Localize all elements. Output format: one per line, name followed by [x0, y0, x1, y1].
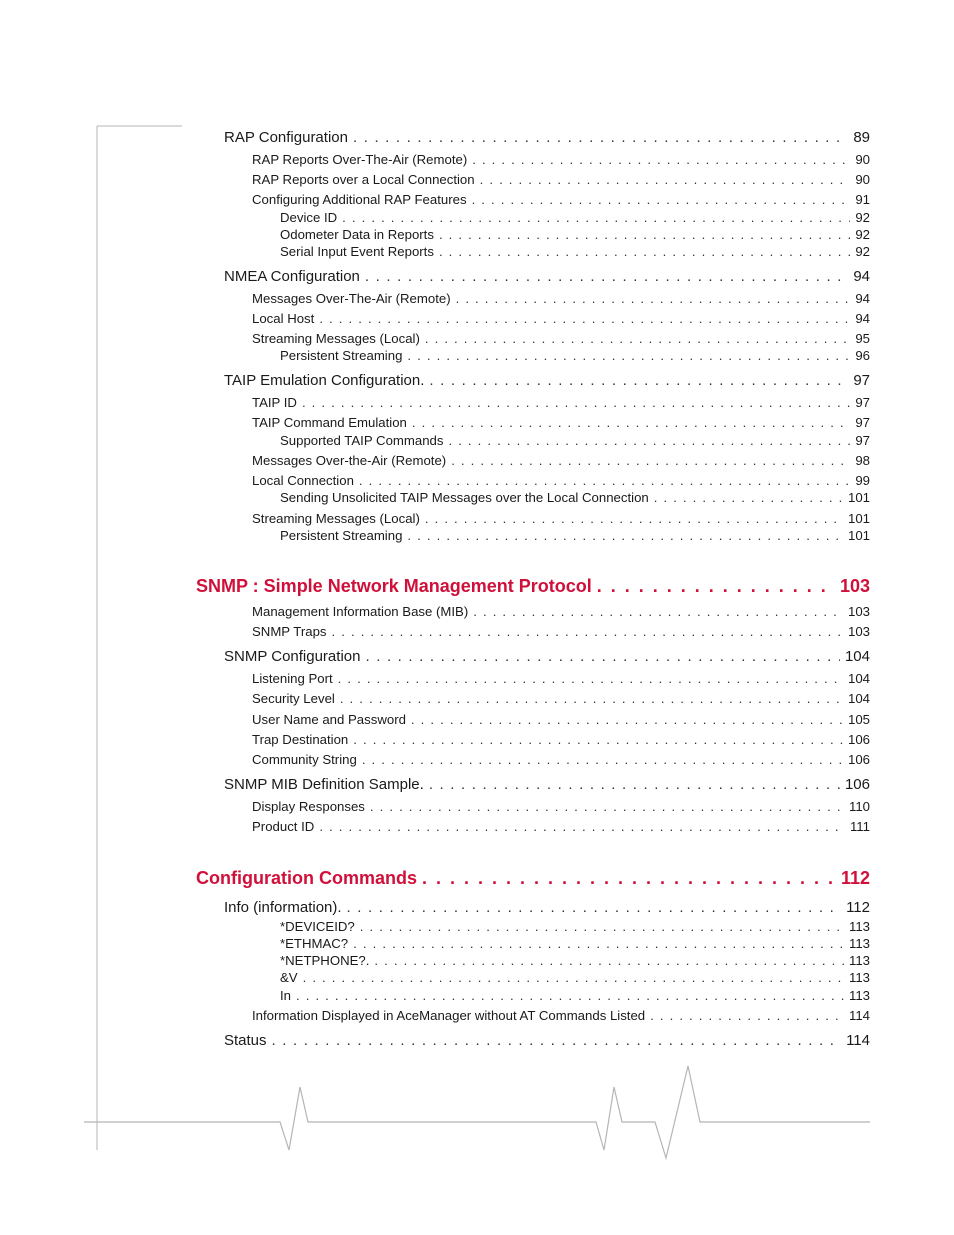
toc-leader-dots	[411, 712, 843, 727]
toc-entry-page-number: 101	[847, 489, 870, 505]
toc-entry-title: Persistent Streaming	[280, 527, 403, 543]
toc-entry[interactable]	[224, 268, 870, 285]
toc-entry-page-number: 90	[855, 171, 870, 187]
toc-entry-title: &V	[280, 969, 298, 985]
toc-entry[interactable]	[252, 819, 870, 834]
toc-entry-page-number: 106	[847, 751, 870, 767]
toc-chapter-entry[interactable]	[196, 868, 870, 889]
toc-entry[interactable]	[252, 152, 870, 167]
toc-entry[interactable]	[224, 129, 870, 146]
toc-leader-dots	[353, 936, 844, 951]
toc-entry-title: RAP Configuration	[224, 129, 348, 147]
toc-leader-dots	[360, 919, 844, 934]
toc-leader-dots	[302, 395, 850, 410]
toc-leader-dots	[407, 348, 850, 363]
toc-entry-page-number: 94	[853, 268, 870, 286]
toc-entry[interactable]	[280, 528, 870, 543]
toc-entry-page-number: 112	[846, 899, 870, 917]
toc-entry-page-number: 97	[855, 414, 870, 430]
toc-leader-dots	[353, 129, 848, 146]
toc-entry-title: RAP Reports Over-The-Air (Remote)	[252, 151, 468, 167]
toc-entry-title: In	[280, 987, 291, 1003]
toc-entry-page-number: 90	[855, 151, 870, 167]
toc-entry-title: Device ID	[280, 209, 338, 225]
toc-leader-dots	[439, 227, 850, 242]
toc-entry[interactable]	[280, 227, 870, 242]
toc-leader-dots	[412, 415, 850, 430]
toc-entry[interactable]	[252, 453, 870, 468]
toc-entry[interactable]	[224, 776, 870, 793]
toc-entry-title: TAIP Command Emulation	[252, 414, 407, 430]
toc-entry-title: Messages Over-the-Air (Remote)	[252, 452, 447, 468]
toc-entry[interactable]	[280, 490, 870, 505]
toc-entry-page-number: 106	[847, 731, 870, 747]
toc-entry-page-number: 92	[855, 243, 870, 259]
toc-entry-page-number: 104	[847, 670, 870, 686]
toc-entry[interactable]	[252, 395, 870, 410]
toc-entry-page-number: 94	[855, 290, 870, 306]
toc-leader-dots	[365, 268, 848, 285]
toc-entry-title: Community String	[252, 751, 357, 767]
toc-leader-dots	[472, 152, 850, 167]
toc-entry-page-number: 97	[855, 394, 870, 410]
toc-leader-dots	[407, 528, 843, 543]
toc-entry-title: NMEA Configuration	[224, 268, 360, 286]
toc-entry-page-number: 104	[844, 648, 870, 666]
toc-entry-page-number: 113	[848, 952, 870, 968]
toc-entry-page-number: 95	[855, 330, 870, 346]
toc-entry-page-number: 92	[855, 226, 870, 242]
toc-entry-page-number: 96	[855, 347, 870, 363]
toc-entry[interactable]	[224, 1032, 870, 1049]
toc-entry-title: Odometer Data in Reports	[280, 226, 434, 242]
toc-entry-title: Persistent Streaming	[280, 347, 403, 363]
toc-entry[interactable]	[280, 919, 870, 934]
toc-entry[interactable]	[252, 799, 870, 814]
toc-entry-title: Configuring Additional RAP Features	[252, 191, 467, 207]
toc-leader-dots	[362, 752, 843, 767]
toc-entry-title: Display Responses	[252, 798, 365, 814]
toc-entry[interactable]	[252, 511, 870, 526]
toc-leader-dots	[597, 576, 835, 597]
toc-entry-title: Management Information Base (MIB)	[252, 603, 469, 619]
toc-leader-dots	[359, 473, 850, 488]
toc-leader-dots	[347, 899, 842, 916]
toc-entry-page-number: 113	[848, 987, 870, 1003]
toc-leader-dots	[340, 691, 843, 706]
toc-entry-title: *DEVICEID?	[280, 918, 355, 934]
toc-entry-title: Status	[224, 1032, 267, 1050]
toc-leader-dots	[332, 624, 843, 639]
toc-entry-title: User Name and Password	[252, 711, 406, 727]
toc-entry[interactable]	[280, 244, 870, 259]
toc-entry[interactable]	[252, 691, 870, 706]
toc-entry[interactable]	[252, 331, 870, 346]
toc-entry-title: *ETHMAC?	[280, 935, 349, 951]
toc-leader-dots	[448, 433, 850, 448]
toc-entry-title: TAIP Emulation Configuration.	[224, 372, 425, 390]
toc-leader-dots	[439, 244, 850, 259]
toc-entry-title: Streaming Messages (Local)	[252, 330, 420, 346]
toc-entry-page-number: 104	[847, 690, 870, 706]
toc-entry-page-number: 91	[855, 191, 870, 207]
toc-entry[interactable]	[280, 348, 870, 363]
toc-leader-dots	[296, 988, 844, 1003]
toc-entry[interactable]	[280, 970, 870, 985]
toc-leader-dots	[425, 511, 843, 526]
toc-entry-title: SNMP : Simple Network Management Protocol	[196, 576, 592, 597]
toc-entry[interactable]	[280, 988, 870, 1003]
toc-leader-dots	[451, 453, 850, 468]
toc-leader-dots	[370, 799, 844, 814]
toc-entry[interactable]	[280, 210, 870, 225]
toc-leader-dots	[272, 1032, 842, 1049]
toc-entry[interactable]	[252, 291, 870, 306]
toc-leader-dots	[425, 331, 850, 346]
toc-leader-dots	[319, 819, 845, 834]
toc-entry-page-number: 114	[846, 1032, 870, 1050]
toc-leader-dots	[650, 1008, 844, 1023]
toc-entry-page-number: 113	[848, 935, 870, 951]
toc-entry-title: SNMP MIB Definition Sample.	[224, 776, 424, 794]
toc-entry-title: Trap Destination	[252, 731, 349, 747]
toc-leader-dots	[472, 192, 851, 207]
toc-entry-page-number: 113	[848, 918, 870, 934]
toc-entry-title: Info (information).	[224, 899, 342, 917]
toc-entry-title: *NETPHONE?.	[280, 952, 370, 968]
toc-leader-dots	[422, 868, 836, 889]
toc-leader-dots	[429, 372, 848, 389]
toc-entry[interactable]	[252, 473, 870, 488]
toc-entry-title: SNMP Traps	[252, 623, 327, 639]
toc-entry[interactable]	[252, 712, 870, 727]
toc-leader-dots	[429, 776, 840, 793]
toc-entry[interactable]	[252, 311, 870, 326]
toc-leader-dots	[374, 953, 844, 968]
toc-leader-dots	[342, 210, 850, 225]
toc-leader-dots	[353, 732, 843, 747]
toc-entry[interactable]	[224, 648, 870, 665]
toc-entry[interactable]	[252, 415, 870, 430]
toc-entry-title: Configuration Commands	[196, 868, 417, 889]
toc-entry-title: Supported TAIP Commands	[280, 432, 444, 448]
toc-chapter-entry[interactable]	[196, 576, 870, 597]
toc-entry-page-number: 111	[849, 818, 870, 834]
toc-entry[interactable]	[252, 752, 870, 767]
toc-leader-dots	[365, 648, 840, 665]
toc-entry-title: Information Displayed in AceManager without AT Commands Listed	[252, 1007, 646, 1023]
toc-entry[interactable]	[280, 953, 870, 968]
toc-entry-title: Messages Over-The-Air (Remote)	[252, 290, 451, 306]
toc-entry-page-number: 106	[844, 776, 870, 794]
toc-entry[interactable]	[252, 1008, 870, 1023]
toc-entry-page-number: 103	[847, 623, 870, 639]
toc-entry-title: Local Host	[252, 310, 315, 326]
toc-entry[interactable]	[252, 732, 870, 747]
toc-entry[interactable]	[252, 604, 870, 619]
toc-entry-page-number: 105	[847, 711, 870, 727]
toc-entry-page-number: 103	[839, 576, 870, 597]
toc-entry-page-number: 89	[853, 129, 870, 147]
toc-entry[interactable]	[252, 172, 870, 187]
toc-entry-title: Local Connection	[252, 472, 354, 488]
toc-entry[interactable]	[252, 192, 870, 207]
toc-entry-page-number: 103	[847, 603, 870, 619]
toc-leader-dots	[654, 490, 843, 505]
toc-entry-title: RAP Reports over a Local Connection	[252, 171, 475, 187]
toc-entry-page-number: 114	[848, 1007, 870, 1023]
toc-entry-page-number: 99	[855, 472, 870, 488]
toc-leader-dots	[319, 311, 850, 326]
toc-entry[interactable]	[280, 936, 870, 951]
toc-leader-dots	[338, 671, 843, 686]
toc-entry-title: Serial Input Event Reports	[280, 243, 434, 259]
toc-entry-page-number: 101	[847, 510, 870, 526]
toc-entry-page-number: 98	[855, 452, 870, 468]
toc-entry[interactable]	[252, 671, 870, 686]
toc-entry-page-number: 92	[855, 209, 870, 225]
toc-leader-dots	[473, 604, 843, 619]
toc-entry[interactable]	[252, 624, 870, 639]
toc-entry-page-number: 97	[853, 372, 870, 390]
toc-entry-page-number: 101	[847, 527, 870, 543]
toc-entry[interactable]	[224, 372, 870, 389]
toc-entry-page-number: 113	[848, 969, 870, 985]
toc-entry-title: Streaming Messages (Local)	[252, 510, 420, 526]
toc-entry-title: Listening Port	[252, 670, 333, 686]
toc-entry-page-number: 112	[840, 868, 870, 889]
toc-leader-dots	[303, 970, 844, 985]
toc-entry-page-number: 97	[855, 432, 870, 448]
toc-leader-dots	[456, 291, 851, 306]
toc-entry-page-number: 94	[855, 310, 870, 326]
toc-entry-title: Security Level	[252, 690, 335, 706]
toc-entry-page-number: 110	[848, 798, 870, 814]
toc-leader-dots	[480, 172, 851, 187]
toc-entry[interactable]	[224, 899, 870, 916]
toc-entry-title: Sending Unsolicited TAIP Messages over the Local Connection	[280, 489, 649, 505]
toc-entry-title: TAIP ID	[252, 394, 297, 410]
toc-entry-title: SNMP Configuration	[224, 648, 361, 666]
toc-entry-title: Product ID	[252, 818, 315, 834]
toc-entry[interactable]	[280, 433, 870, 448]
